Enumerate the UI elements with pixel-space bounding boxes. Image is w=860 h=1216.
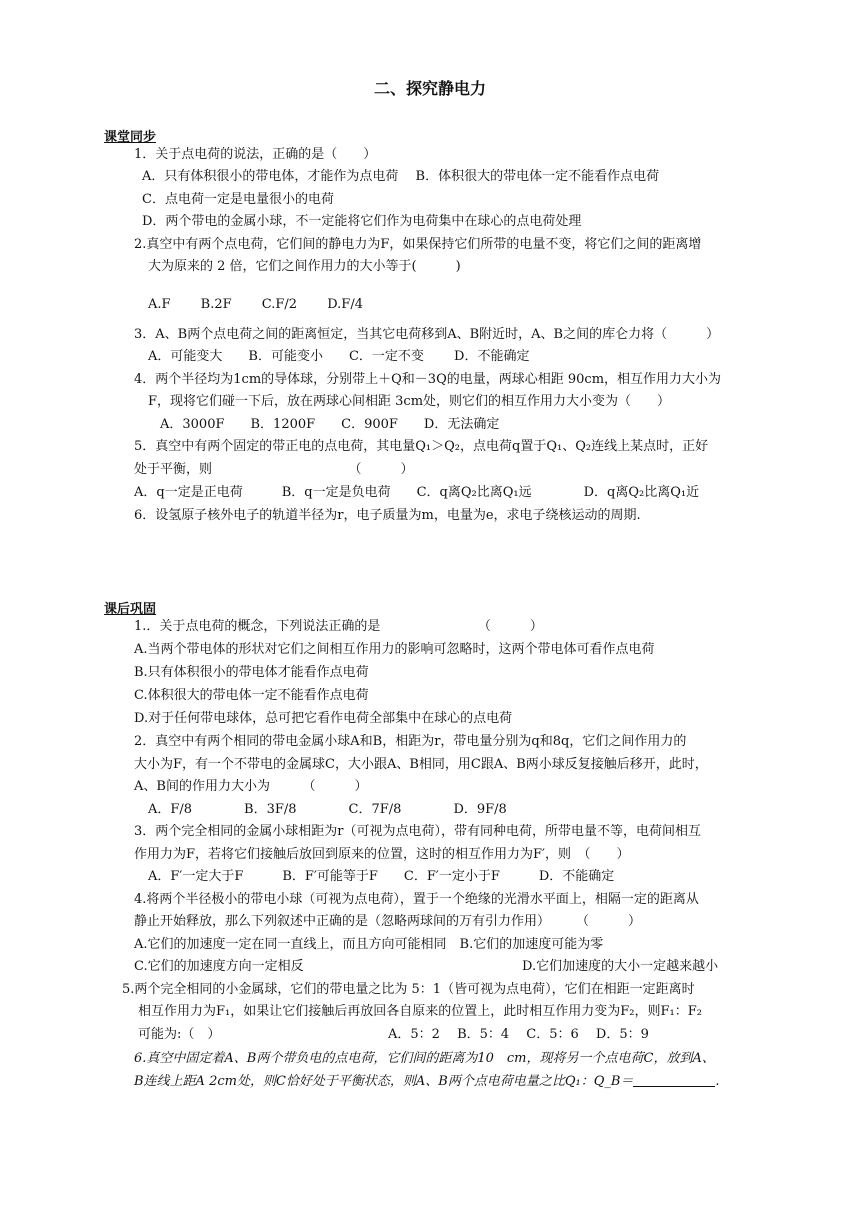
question-line: 作用力为F，若将它们接触后放回到原来的位置，这时的相互作用力为F′，则 （ ） — [134, 847, 630, 862]
question-line: 4．两个半径均为1cm的导体球，分别带上＋Q和－3Q的电量，两球心相距 90cm，相互作用力大小为 — [134, 372, 722, 387]
question-line: 1.．关于点电荷的概念，下列说法正确的是 （ ） — [134, 619, 543, 634]
question-line: 3．两个完全相同的金属小球相距为r（可视为点电荷），带有同种电荷，所带电量不等，电荷间相互 — [134, 824, 701, 839]
question-line: F，现将它们碰一下后，放在两球心间相距 3cm处，则它们的相互作用力大小变为（ ） — [148, 394, 671, 409]
question-line: 2．真空中有两个相同的带电金属小球A和B，相距为r，带电量分别为q和8q，它们之间作用力的 — [134, 734, 687, 749]
option-line: D．两个带电的金属小球，不一定能将它们作为电荷集中在球心的点电荷处理 — [142, 214, 582, 229]
period: . — [715, 1074, 720, 1089]
option-line: D.对于任何带电球体，总可把它看作电荷全部集中在球心的点电荷 — [134, 711, 513, 726]
option-line: C.它们的加速度方向一定相反 — [134, 959, 304, 974]
question-line: 静止开始释放，那么下列叙述中正确的是（忽略两球间的万有引力作用） （ ） — [134, 914, 642, 929]
question-line: 5.两个完全相同的小金属球，它们的带电量之比为 5：1（皆可视为点电荷），它们在相距一定距离时 — [122, 982, 695, 997]
question-line: 处于平衡，则 （ ） — [134, 462, 414, 477]
question-line: 4.将两个半径极小的带电小球（可视为点电荷），置于一个绝缘的光滑水平面上，相隔一定的距离从 — [134, 892, 699, 907]
page-title: 二、探究静电力 — [373, 79, 486, 98]
section-heading-classroom: 课堂同步 — [104, 130, 157, 145]
answer-blank[interactable] — [633, 1073, 715, 1087]
option-line: D.它们加速度的大小一定越来越小 — [522, 959, 719, 974]
question-line-with-blank — [134, 1073, 720, 1091]
option-line: A.当两个带电体的形状对它们之间相互作用力的影响可忽略时，这两个带电体可看作点电荷 — [134, 642, 655, 657]
option-line: A．只有体积很小的带电体，才能作为点电荷 B．体积很大的带电体一定不能看作点电荷 — [142, 169, 660, 184]
question-line: 3．A、B两个点电荷之间的距离恒定，当其它电荷移到A、B附近时，A、B之间的库仑力将（ ） — [134, 327, 720, 342]
question-line: 可能为:（ ） — [138, 1027, 221, 1042]
option-line: C．点电荷一定是电量很小的电荷 — [142, 192, 334, 207]
section-heading-homework: 课后巩固 — [104, 602, 157, 617]
option-line: A．q一定是正电荷 B．q一定是负电荷 C．q离Q₂比离Q₁远 D．q离Q₂比离Q₁近 — [134, 485, 700, 500]
question-line: 5．真空中有两个固定的带正电的点电荷，其电量Q₁＞Q₂，点电荷q置于Q₁、Q₂连线上某点时，正好 — [134, 439, 709, 454]
question-line: 大为原来的 2 倍，它们之间作用力的大小等于( ) — [148, 259, 461, 274]
question-line: 相互作用力为F₁，如果让它们接触后再放回各自原来的位置上，此时相互作用力变为F₂，则F₁：F₂ — [138, 1004, 702, 1019]
option-line: A.F B.2F C.F/2 D.F/4 — [148, 297, 363, 312]
option-line: A．F/8 B．3F/8 C．7F/8 D．9F/8 — [148, 802, 507, 817]
option-line: A.它们的加速度一定在同一直线上，而且方向可能相同 B.它们的加速度可能为零 — [134, 937, 604, 952]
option-line: A．3000F B．1200F C．900F D．无法确定 — [160, 417, 500, 432]
question-line: 大小为F，有一个不带电的金属球C，大小跟A、B相同，用C跟A、B两小球反复接触后移开，此时， — [134, 757, 708, 772]
option-line: A．F′一定大于F B．F′可能等于F C．F′一定小于F D．不能确定 — [148, 869, 615, 884]
option-line: A．可能变大 B．可能变小 C．一定不变 D．不能确定 — [148, 349, 530, 364]
question-line: 1．关于点电荷的说法，正确的是（ ） — [134, 147, 377, 162]
option-line: A．5：2 B．5：4 C．5：6 D．5：9 — [388, 1027, 649, 1042]
question-line: A、B间的作用力大小为 （ ） — [134, 779, 368, 794]
question-line: 6．设氢原子核外电子的轨道半径为r，电子质量为m，电量为e，求电子绕核运动的周期. — [134, 508, 641, 523]
question-line: 2.真空中有两个点电荷，它们间的静电力为F，如果保持它们所带的电量不变，将它们之间的距离增 — [134, 237, 702, 252]
option-line: C.体积很大的带电体一定不能看作点电荷 — [134, 688, 369, 703]
option-line: B.只有体积很小的带电体才能看作点电荷 — [134, 665, 369, 680]
question-text: B连线上距A 2cm处，则C恰好处于平衡状态，则A、B两个点电荷电量之比Q₁：Q_B＝ — [134, 1074, 634, 1089]
question-line: 6.真空中固定着A、B两个带负电的点电荷，它们间的距离为10 cm，现将另一个点电荷C，放到A、 — [134, 1051, 715, 1066]
